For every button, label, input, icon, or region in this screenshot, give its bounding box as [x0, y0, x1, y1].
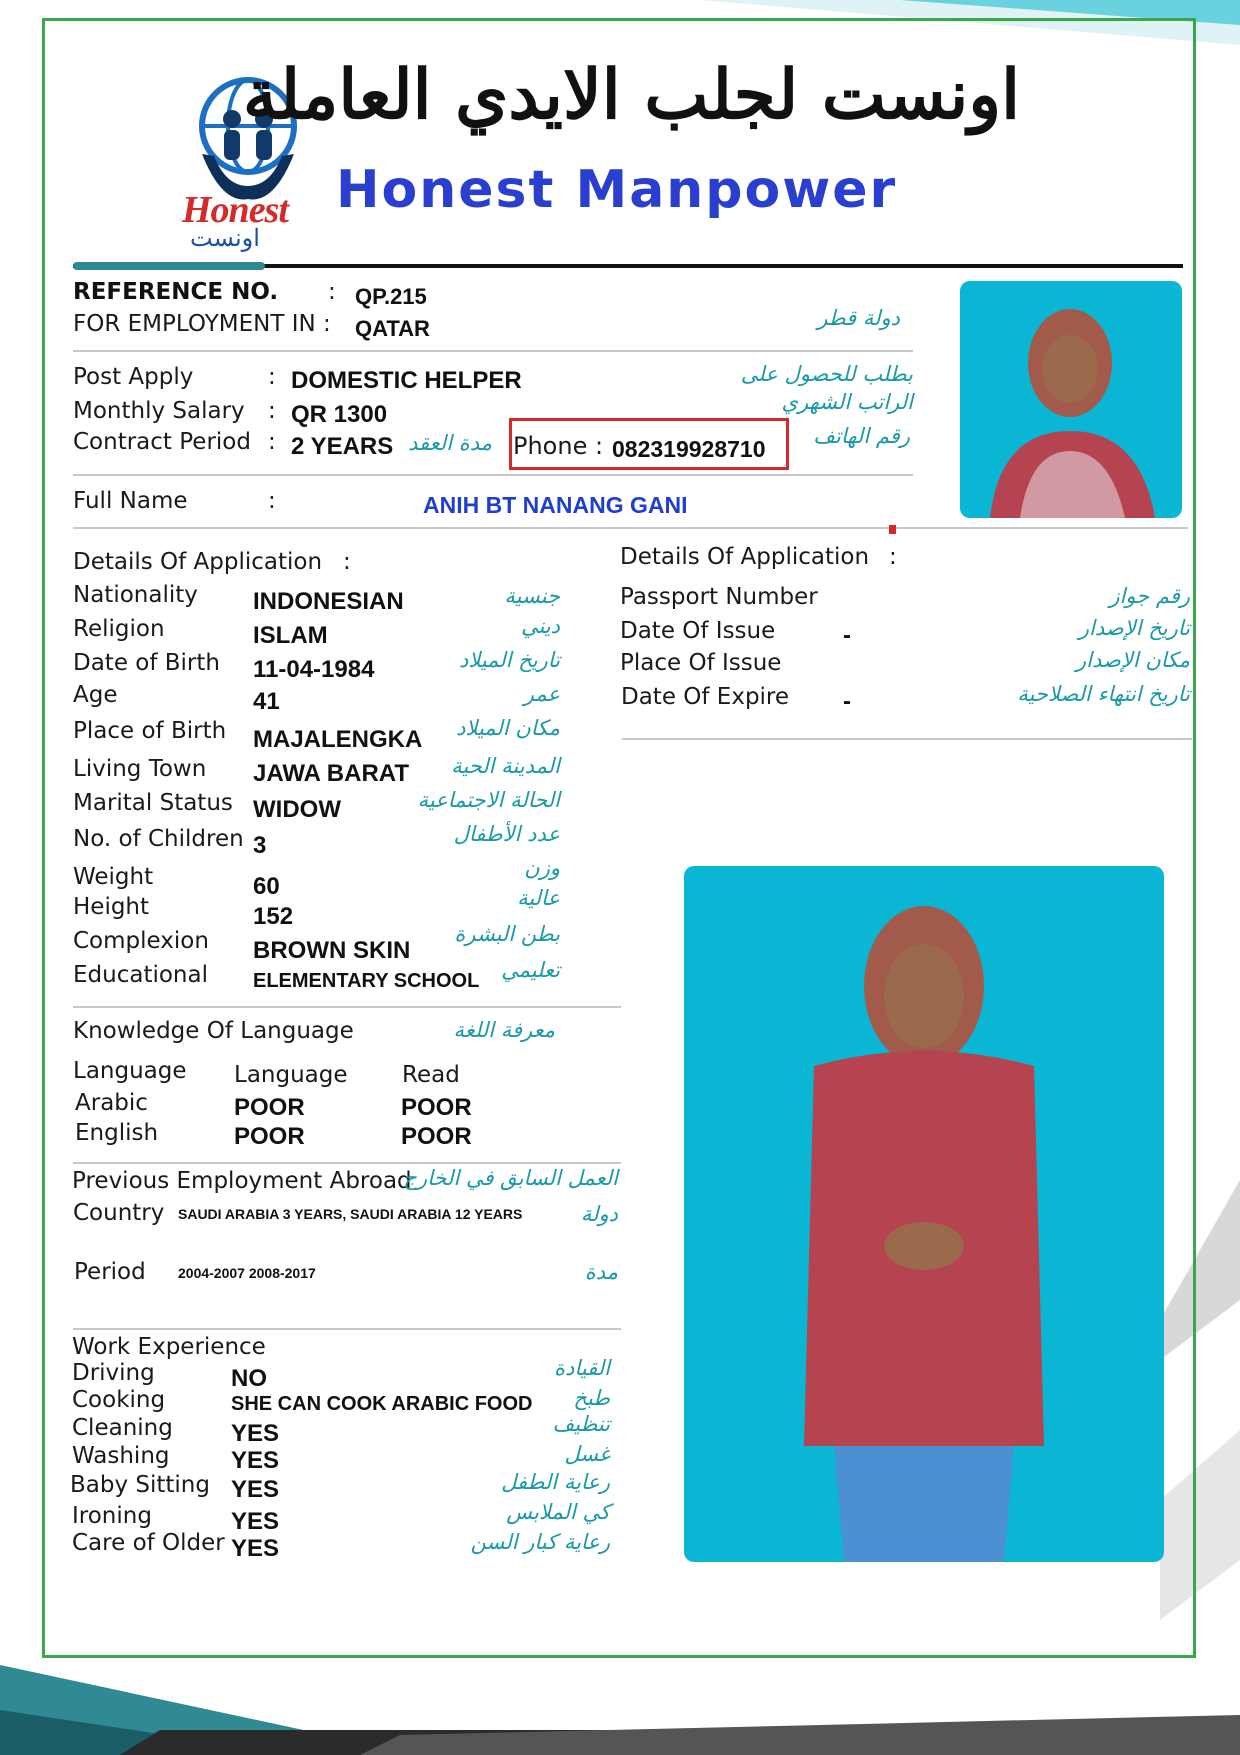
- ref-value: QP.215: [355, 284, 427, 309]
- divider-right: [622, 738, 1192, 740]
- fullname-label: Full Name: [73, 488, 188, 514]
- logo-arabic-text: اونست: [190, 224, 260, 252]
- detail-arabic-label: مكان الميلاد: [456, 716, 560, 740]
- detail-value: INDONESIAN: [253, 588, 404, 615]
- employment-label: FOR EMPLOYMENT IN :: [73, 311, 331, 337]
- work-arabic-label: غسل: [564, 1442, 610, 1466]
- english-company-title: Honest Manpower: [336, 160, 898, 220]
- post-value: DOMESTIC HELPER: [291, 367, 522, 394]
- detail-label: Nationality: [73, 582, 198, 608]
- language-col3: Read: [402, 1062, 460, 1088]
- language-english-read: POOR: [401, 1123, 472, 1150]
- work-arabic-label: رعاية الطفل: [501, 1470, 610, 1494]
- issue-date-label: Date Of Issue: [620, 618, 776, 644]
- logo-text: Honest: [182, 189, 288, 231]
- detail-label: Weight: [73, 864, 154, 890]
- detail-arabic-label: بطن البشرة: [454, 922, 560, 946]
- language-arabic-read: POOR: [401, 1094, 472, 1121]
- detail-label: Living Town: [73, 756, 207, 782]
- work-label: Cleaning: [72, 1415, 173, 1441]
- salary-label: Monthly Salary: [73, 398, 245, 424]
- language-title: Knowledge Of Language: [73, 1018, 354, 1044]
- passport-ar: رقم جواز: [1109, 584, 1190, 608]
- issue-date-value: -: [843, 622, 851, 649]
- work-label: Washing: [72, 1443, 170, 1469]
- employment-title: Previous Employment Abroad: [72, 1168, 412, 1194]
- detail-arabic-label: تعليمي: [501, 958, 560, 982]
- detail-arabic-label: جنسية: [504, 584, 560, 608]
- language-arabic-label: Arabic: [75, 1090, 148, 1116]
- divider-1: [73, 350, 913, 352]
- detail-arabic-label: عمر: [523, 682, 560, 706]
- salary-ar: الراتب الشهري: [781, 390, 913, 414]
- work-value: SHE CAN COOK ARABIC FOOD: [231, 1393, 533, 1415]
- ref-colon: :: [328, 279, 336, 305]
- work-arabic-label: القيادة: [554, 1356, 610, 1380]
- detail-arabic-label: المدينة الحية: [451, 754, 560, 778]
- divider-2: [73, 474, 913, 476]
- employment-ar: دولة قطر: [817, 306, 900, 330]
- expire-date-ar: تاريخ انتهاء الصلاحية: [1017, 682, 1190, 706]
- issue-date-ar: تاريخ الإصدار: [1078, 616, 1190, 640]
- detail-label: Marital Status: [73, 790, 233, 816]
- contract-ar: مدة العقد: [408, 431, 492, 455]
- ref-label: REFERENCE NO.: [73, 279, 279, 305]
- detail-value: WIDOW: [253, 796, 341, 823]
- divider-6: [73, 1328, 621, 1330]
- post-colon: :: [268, 364, 276, 390]
- detail-arabic-label: وزن: [524, 856, 560, 880]
- arabic-company-title: اونست لجلب الايدي العاملة: [242, 55, 1020, 135]
- detail-label: Age: [73, 682, 118, 708]
- language-arabic-spoken: POOR: [234, 1094, 305, 1121]
- detail-value: 41: [253, 688, 280, 715]
- detail-value: 11-04-1984: [253, 656, 375, 683]
- detail-arabic-label: تاريخ الميلاد: [458, 648, 560, 672]
- portrait-photo: [960, 281, 1182, 518]
- work-arabic-label: كي الملابس: [506, 1500, 610, 1524]
- detail-arabic-label: عدد الأطفال: [453, 822, 560, 846]
- contract-label: Contract Period: [73, 429, 251, 455]
- expire-date-value: -: [843, 688, 851, 715]
- employment-value: QATAR: [355, 316, 430, 341]
- detail-arabic-label: عالية: [517, 886, 560, 910]
- detail-label: Complexion: [73, 928, 209, 954]
- details-left-title: Details Of Application: [73, 549, 323, 575]
- detail-label: Place of Birth: [73, 718, 227, 744]
- work-value: YES: [231, 1508, 280, 1535]
- divider-5: [73, 1162, 621, 1164]
- work-label: Baby Sitting: [70, 1472, 210, 1498]
- phone-ar: رقم الهاتف: [813, 424, 910, 448]
- work-label: Care of Older: [72, 1530, 225, 1556]
- work-value: YES: [231, 1420, 280, 1447]
- salary-value: QR 1300: [291, 401, 388, 428]
- work-label: Ironing: [72, 1503, 152, 1529]
- work-value: NO: [231, 1365, 267, 1392]
- post-label: Post Apply: [73, 364, 194, 390]
- detail-arabic-label: ديني: [520, 614, 560, 638]
- language-col1: Language: [73, 1058, 187, 1084]
- detail-value: 60: [253, 873, 280, 900]
- period-ar: مدة: [584, 1260, 618, 1284]
- detail-arabic-label: الحالة الاجتماعية: [417, 788, 560, 812]
- country-value: SAUDI ARABIA 3 YEARS, SAUDI ARABIA 12 YEARS: [178, 1206, 523, 1222]
- work-label: Driving: [72, 1360, 155, 1386]
- details-left-colon: :: [343, 549, 351, 575]
- post-ar: بطلب للحصول على: [740, 362, 913, 386]
- detail-value: ISLAM: [253, 622, 328, 649]
- detail-label: Height: [73, 894, 150, 920]
- detail-value: 152: [253, 903, 294, 930]
- language-english-spoken: POOR: [234, 1123, 305, 1150]
- contract-colon: :: [268, 429, 276, 455]
- period-value: 2004-2007 2008-2017: [178, 1265, 316, 1281]
- expire-date-label: Date Of Expire: [621, 684, 790, 710]
- details-right-title: Details Of Application: [620, 544, 870, 570]
- work-value: YES: [231, 1476, 280, 1503]
- language-col2: Language: [234, 1062, 348, 1088]
- issue-place-ar: مكان الإصدار: [1076, 648, 1190, 672]
- red-marker: [889, 525, 896, 534]
- fullname-value: ANIH BT NANANG GANI: [423, 492, 688, 518]
- divider-3: [73, 527, 1188, 529]
- phone-value: 082319928710: [612, 436, 766, 462]
- header-divider-accent: [73, 262, 265, 270]
- detail-label: Religion: [73, 616, 165, 642]
- detail-label: No. of Children: [73, 826, 244, 852]
- work-title: Work Experience: [72, 1334, 266, 1360]
- detail-label: Date of Birth: [73, 650, 220, 676]
- detail-value: 3: [253, 832, 267, 859]
- work-arabic-label: تنظيف: [552, 1412, 610, 1436]
- work-arabic-label: رعاية كبار السن: [470, 1530, 610, 1554]
- language-english-label: English: [75, 1120, 159, 1146]
- work-value: YES: [231, 1535, 280, 1562]
- fullname-colon: :: [268, 488, 276, 514]
- salary-colon: :: [268, 398, 276, 424]
- detail-value: JAWA BARAT: [253, 760, 409, 787]
- issue-place-label: Place Of Issue: [620, 650, 782, 676]
- employment-title-ar: العمل السابق في الخارج: [403, 1166, 618, 1190]
- detail-value: ELEMENTARY SCHOOL: [253, 970, 480, 992]
- work-arabic-label: طبخ: [573, 1386, 610, 1410]
- detail-value: BROWN SKIN: [253, 937, 411, 964]
- detail-label: Educational: [73, 962, 208, 988]
- country-ar: دولة: [580, 1202, 618, 1226]
- work-value: YES: [231, 1447, 280, 1474]
- passport-label: Passport Number: [620, 584, 818, 610]
- phone-label: Phone :: [513, 432, 604, 460]
- work-label: Cooking: [72, 1387, 166, 1413]
- detail-value: MAJALENGKA: [253, 726, 423, 753]
- country-label: Country: [73, 1200, 165, 1226]
- divider-4: [73, 1006, 621, 1008]
- contract-value: 2 YEARS: [291, 433, 394, 460]
- full-body-photo: [684, 866, 1164, 1562]
- language-title-ar: معرفة اللغة: [453, 1018, 555, 1042]
- details-right-colon: :: [889, 544, 897, 570]
- period-label: Period: [74, 1259, 146, 1285]
